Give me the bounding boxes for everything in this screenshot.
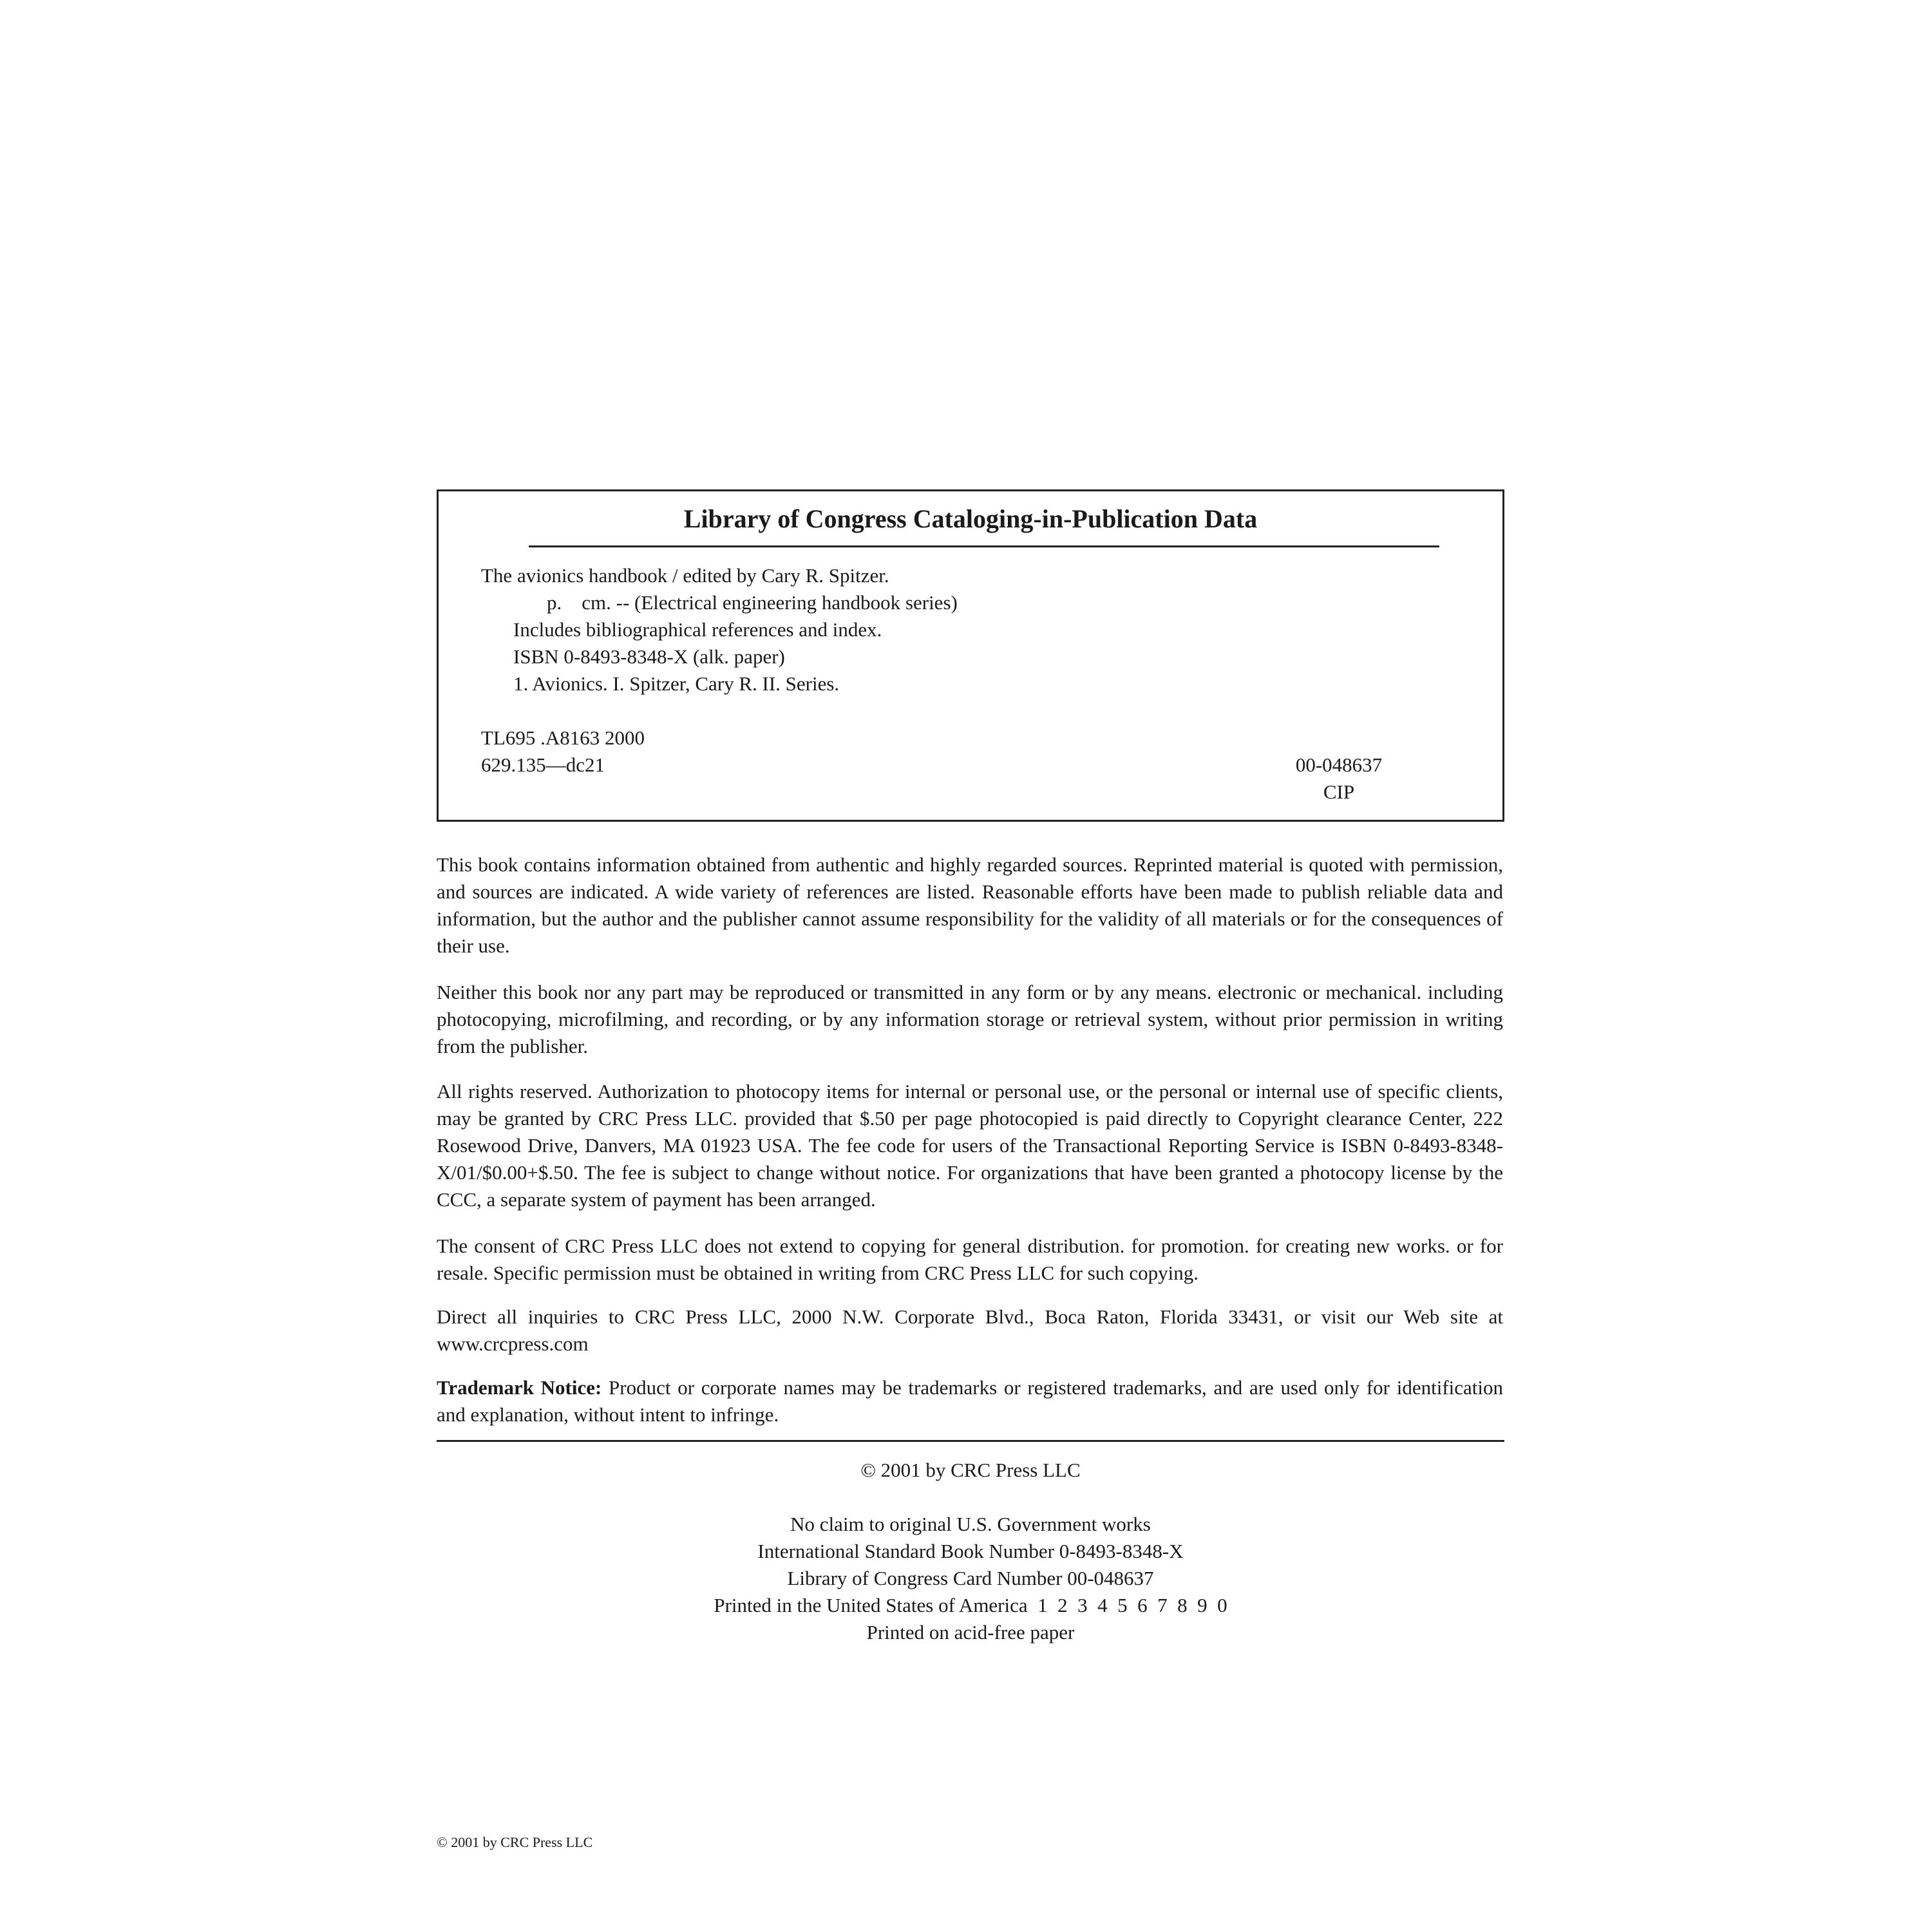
- cip-lccn: 00-048637: [1295, 753, 1383, 776]
- cip-line-title: The avionics handbook / edited by Cary R. Spitzer.: [481, 564, 889, 587]
- paragraph-reproduction: Neither this book nor any part may be reproduced or transmitted in any form or by any means. electronic or mechanical. including photocopying, microfilming, and recording, or by any information storage or retrieval system, without prior permission in writing from the publisher.: [437, 981, 1503, 1057]
- imprint-rule: [437, 1440, 1504, 1442]
- cip-dewey: 629.135—dc21: [481, 753, 605, 776]
- cip-line-notes: Includes bibliographical references and index.: [513, 618, 882, 641]
- trademark-text: Product or corporate names may be trademarks or registered trademarks, and are used only for identification and explanation, without intent to infringe.: [437, 1376, 1503, 1426]
- cip-data-box: [437, 489, 1504, 822]
- paragraph-consent: The consent of CRC Press LLC does not extend to copying for general distribution. for promotion. for creating new works. or for resale. Specific permission must be obtained in writing from CRC Press LLC for such copying.: [437, 1235, 1503, 1284]
- cip-line-subjects: 1. Avionics. I. Spitzer, Cary R. II. Series.: [513, 672, 840, 695]
- page-footer: © 2001 by CRC Press LLC: [437, 1834, 593, 1850]
- cip-line-isbn: ISBN 0-8493-8348-X (alk. paper): [513, 645, 785, 668]
- trademark-label: Trademark Notice:: [437, 1376, 602, 1399]
- cip-label: CIP: [1323, 781, 1355, 803]
- paragraph-sources: This book contains information obtained from authentic and highly regarded sources. Reprinted material is quoted with permission, and sources are indicated. A wide variety of references are listed. Reasonable efforts have been made to publish reliable data and information, but the author and the publisher cannot assume responsibility for the validity of all materials or for the consequences of their use.: [437, 853, 1503, 957]
- paragraph-inquiries: Direct all inquiries to CRC Press LLC, 2000 N.W. Corporate Blvd., Boca Raton, Florida 33431, or visit our Web site at www.crcpress.com: [437, 1305, 1503, 1355]
- cip-line-physical: p. cm. -- (Electrical engineering handbook series): [547, 591, 958, 614]
- paragraph-trademark: [437, 1374, 1503, 1428]
- imprint-acid-free: Printed on acid-free paper: [866, 1621, 1075, 1643]
- imprint-lccn: Library of Congress Card Number 00-048637: [787, 1567, 1154, 1589]
- imprint-copyright: © 2001 by CRC Press LLC: [860, 1459, 1081, 1481]
- paragraph-rights: All rights reserved. Authorization to photocopy items for internal or personal use, or the personal or internal use of specific clients, may be granted by CRC Press LLC. provided that $.50 per page photocopied is paid directly to Copyright clearance Center, 222 Rosewood Drive, Danvers, MA 01923 USA. The fee code for users of the Transactional Reporting Service is ISBN 0-8493-8348-X/01/$0.00+$.50. The fee is subject to change without notice. For organizations that have been granted a photocopy license by the CCC, a separate system of payment has been arranged.: [437, 1080, 1503, 1211]
- cip-call-number: TL695 .A8163 2000: [481, 726, 645, 749]
- imprint-isbn: International Standard Book Number 0-8493-8348-X: [757, 1540, 1184, 1562]
- cip-title: Library of Congress Cataloging-in-Publication Data: [683, 504, 1258, 533]
- imprint-printed-in: Printed in the United States of America 1 2 3 4 5 6 7 8 9 0: [714, 1594, 1227, 1616]
- cip-title-rule: [529, 545, 1439, 547]
- imprint-no-claim: No claim to original U.S. Government works: [790, 1513, 1151, 1535]
